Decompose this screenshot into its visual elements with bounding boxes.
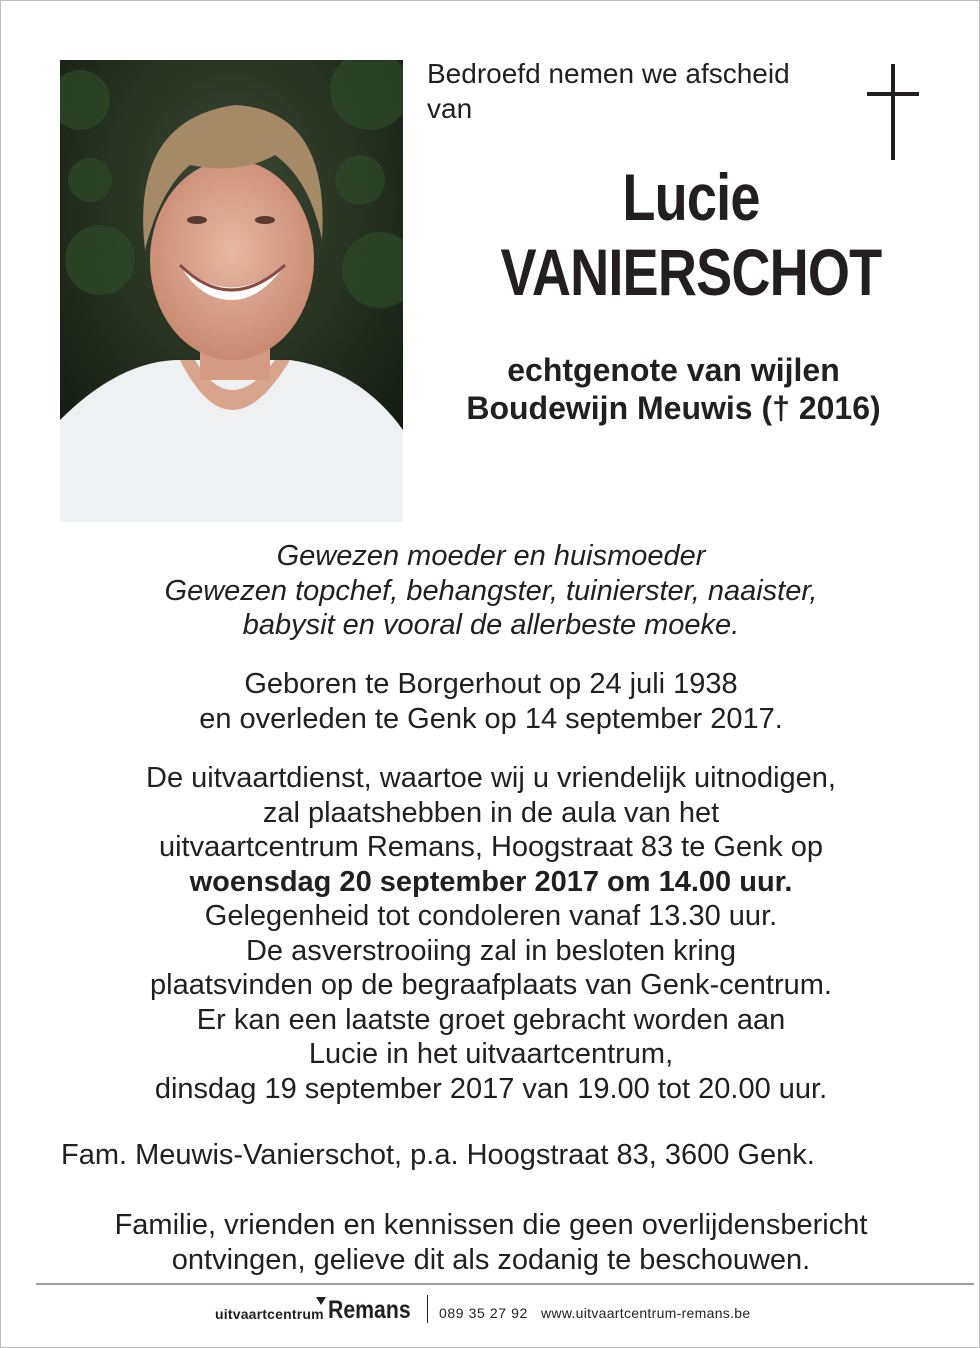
service-line: Gelegenheid tot condoleren vanaf 13.30 uur. bbox=[204, 900, 778, 932]
brand-prefix: uitvaartcentrum bbox=[215, 1306, 324, 1322]
service-line: Lucie in het uitvaartcentrum, bbox=[308, 1038, 674, 1070]
service-line: De uitvaartdienst, waartoe wij u vriendelijk uitnodigen, bbox=[146, 762, 836, 794]
service-line: plaatsvinden op de begraafplaats van Genk-centrum. bbox=[150, 969, 832, 1001]
notice-line: Familie, vrienden en kennissen die geen overlijdensbericht bbox=[114, 1209, 868, 1241]
brand-name: Remans bbox=[328, 1296, 411, 1324]
service-line: zal plaatshebben in de aula van het bbox=[262, 796, 720, 829]
service-line: uitvaartcentrum Remans, Hoogstraat 83 te Genk op bbox=[158, 831, 824, 863]
family-address: Fam. Meuwis-Vanierschot, p.a. Hoogstraat 83, 3600 Genk. bbox=[61, 1139, 815, 1171]
footer-divider bbox=[36, 1283, 974, 1285]
spouse-info bbox=[421, 351, 926, 427]
intro-line: van bbox=[427, 93, 473, 124]
service-date-time: woensdag 20 september 2017 om 14.00 uur. bbox=[189, 865, 793, 898]
notice-text bbox=[41, 1208, 941, 1277]
intro-text bbox=[427, 56, 857, 126]
death-line: en overleden te Genk op 14 september 2017. bbox=[199, 702, 783, 735]
spouse-line: Boudewijn Meuwis († 2016) bbox=[466, 390, 881, 426]
notice-line: ontvingen, gelieve dit als zodanig te beschouwen. bbox=[171, 1243, 811, 1276]
tribute-line: Gewezen topchef, behangster, tuinierster, naaister, bbox=[164, 574, 818, 607]
service-details bbox=[41, 761, 941, 1106]
brand-triangle-icon bbox=[316, 1297, 326, 1305]
tribute-text bbox=[41, 539, 941, 643]
brand-separator bbox=[427, 1295, 428, 1323]
service-line: Er kan een laatste groet gebracht worden aan bbox=[196, 1003, 786, 1036]
tribute-line: Gewezen moeder en huismoeder bbox=[276, 540, 706, 572]
tribute-line: babysit en vooral de allerbeste moeke. bbox=[242, 609, 740, 641]
service-line: De asverstrooiing zal in besloten kring bbox=[245, 934, 737, 967]
service-line: dinsdag 19 september 2017 van 19.00 tot 20.00 uur. bbox=[154, 1072, 828, 1105]
portrait-photo bbox=[60, 60, 403, 522]
life-dates bbox=[41, 667, 941, 736]
deceased-first-name: Lucie bbox=[622, 160, 760, 234]
intro-line: Bedroefd nemen we afscheid bbox=[427, 58, 790, 89]
birth-line: Geboren te Borgerhout op 24 juli 1938 bbox=[244, 668, 738, 700]
footer bbox=[215, 1293, 835, 1333]
deceased-last-name: VANIERSCHOT bbox=[500, 235, 882, 309]
phone-number: 089 35 27 92 bbox=[439, 1305, 528, 1321]
spouse-line: echtgenote van wijlen bbox=[507, 352, 840, 388]
cross-icon bbox=[863, 64, 923, 160]
website-link[interactable]: www.uitvaartcentrum-remans.be bbox=[541, 1305, 751, 1321]
